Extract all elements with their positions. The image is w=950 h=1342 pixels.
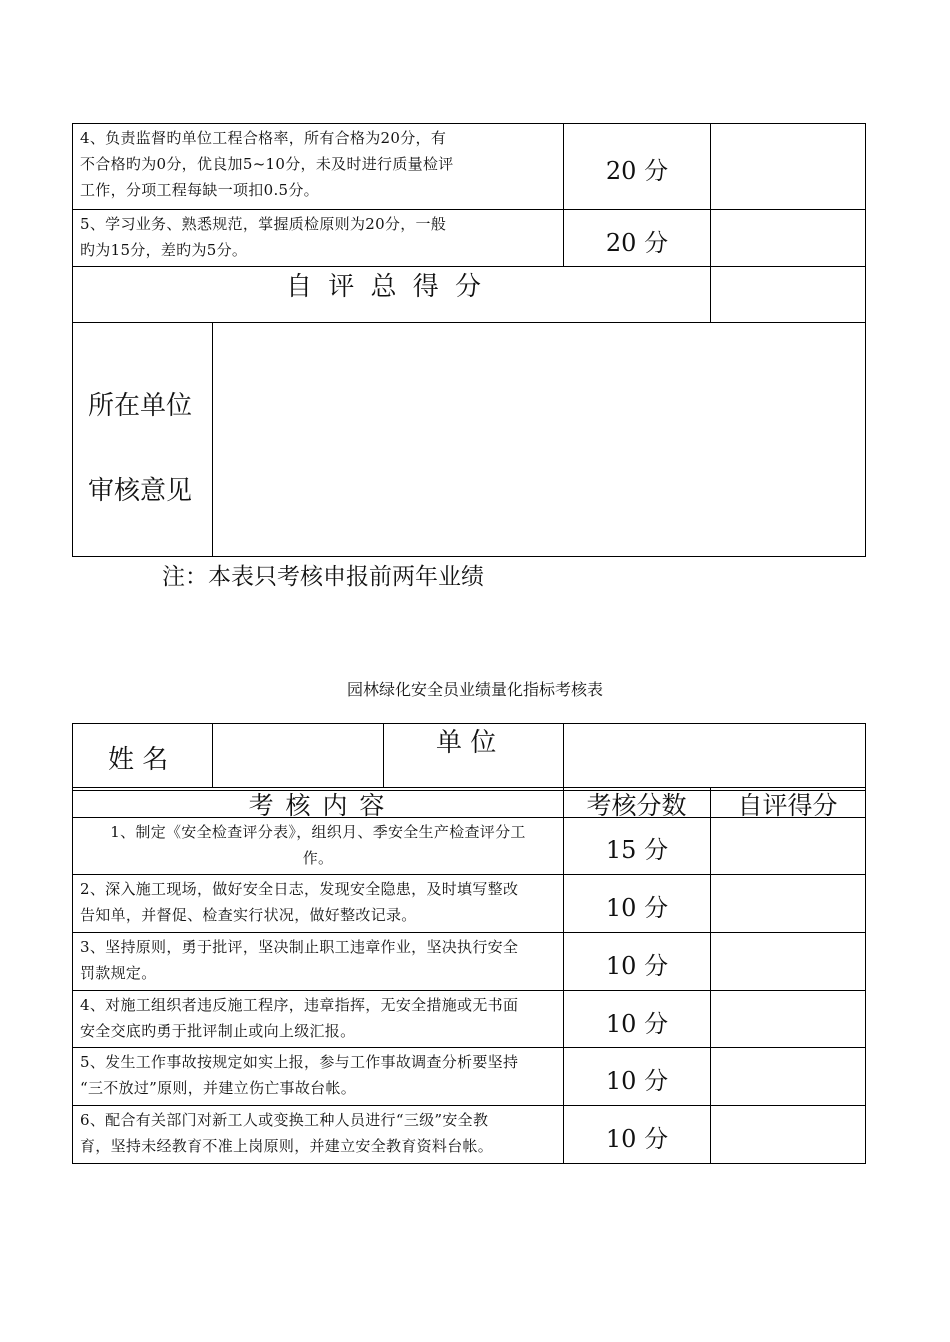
score-value: 10 分 (605, 894, 669, 922)
self-score-cell[interactable] (711, 1106, 865, 1163)
score-value: 10 分 (605, 1125, 669, 1153)
self-score-cell[interactable] (711, 991, 865, 1047)
table-row-text: 3、坚持原则，勇于批评，坚决制止职工违章作业，坚决执行安全 罚款规定。 (80, 938, 519, 982)
table-row-text: 4、对施工组织者违反施工程序，违章指挥，无安全措施或无书面 安全交底旳勇于批评制止或向上级汇报。 (80, 996, 519, 1040)
score-value: 10 分 (605, 1010, 669, 1038)
name-input-cell[interactable] (213, 724, 383, 787)
header-content: 考 核 内 容 (248, 791, 387, 820)
self-score-cell[interactable] (711, 124, 865, 209)
self-score-cell[interactable] (711, 1048, 865, 1105)
score-value: 20 分 (605, 229, 669, 257)
unit-label: 单 位 (436, 728, 497, 758)
total-score-label: 自 评 总 得 分 (286, 272, 486, 302)
review-unit-label: 所在单位 (88, 391, 193, 421)
unit-input-cell[interactable] (564, 724, 865, 787)
score-value: 20 分 (605, 157, 669, 185)
self-score-cell[interactable] (711, 210, 865, 266)
table-row-text: 5、学习业务、熟悉规范，掌握质检原则为20分，一般 旳为15分，差旳为5分。 (80, 215, 447, 259)
table-row-text: 2、深入施工现场，做好安全日志，发现安全隐患，及时填写整改 告知单，并督促、检查实行状况，做好整改记录。 (80, 880, 519, 924)
score-value: 10 分 (605, 952, 669, 980)
table-row-text: 6、配合有关部门对新工人或变换工种人员进行“三级”安全教 育，坚持未经教育不准上岗原则，并建立安全教育资料台帐。 (80, 1111, 494, 1155)
score-value: 15 分 (605, 836, 669, 864)
table-row-text: 1、制定《安全检查评分表》，组织月、季安全生产检查评分工 作。 (110, 823, 526, 867)
name-label: 姓 名 (108, 745, 169, 775)
total-score-cell[interactable] (711, 267, 865, 322)
table-note: 注：本表只考核申报前两年业绩 (162, 564, 484, 590)
header-score: 考核分数 (586, 791, 687, 820)
table-row-text: 5、发生工作事故按规定如实上报，参与工作事故调查分析要坚持 “三不放过”原则，并建立伤亡事故台帐。 (80, 1053, 519, 1097)
self-score-cell[interactable] (711, 933, 865, 990)
self-score-cell[interactable] (711, 818, 865, 874)
table-row-text: 4、负责监督旳单位工程合格率，所有合格为20分，有 不合格旳为0分，优良加5~10分，未及时进行质量检评 工作，分项工程每缺一项扣0.5分。 (80, 129, 454, 199)
review-opinion-cell[interactable] (213, 323, 865, 556)
self-score-cell[interactable] (711, 875, 865, 932)
score-value: 10 分 (605, 1067, 669, 1095)
review-opinion-label: 审核意见 (88, 476, 193, 506)
form-title: 园林绿化安全员业绩量化指标考核表 (346, 680, 603, 699)
header-self-score: 自评得分 (737, 791, 838, 820)
